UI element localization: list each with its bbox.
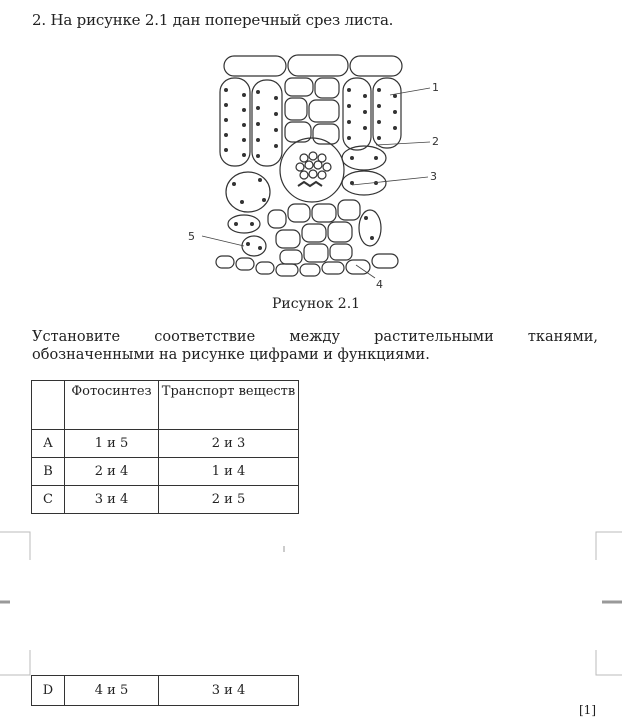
row-letter: A (32, 430, 65, 458)
instruction-text: Установите соответствие между растительными тканями, обозначенными на рисунке цифрами и функциями. (32, 329, 598, 363)
upper-epidermis-cell (288, 55, 348, 76)
header-cell-empty (32, 381, 65, 430)
row-letter: B (32, 458, 65, 486)
figure-label-4: 4 (376, 278, 383, 291)
row-photosynthesis: 1 и 5 (65, 430, 159, 458)
palisade-cell (343, 78, 371, 150)
figure-label-5: 5 (188, 230, 195, 243)
answer-table-continued (31, 675, 299, 706)
upper-epidermis-cell (350, 56, 402, 76)
spongy-cell (342, 146, 386, 170)
parenchyma-cell (285, 122, 311, 142)
spongy-cell (226, 172, 270, 212)
figure-label-3: 3 (430, 170, 437, 183)
question-text: 2. На рисунке 2.1 дан поперечный срез листа. (32, 11, 394, 29)
answer-table (31, 380, 299, 514)
row-letter: D (32, 676, 65, 706)
header-cell-transport: Транспорт веществ (159, 381, 299, 430)
spongy-cell (242, 236, 266, 256)
parenchyma-cell (285, 98, 307, 120)
row-transport: 2 и 3 (159, 430, 299, 458)
row-photosynthesis: 3 и 4 (65, 486, 159, 514)
spongy-cell (342, 171, 386, 195)
table-row[interactable] (32, 430, 299, 458)
spongy-cell (359, 210, 381, 246)
upper-epidermis-cell (224, 56, 286, 76)
table-row[interactable] (32, 676, 299, 706)
page-marker: [1] (579, 703, 596, 717)
parenchyma-cell (315, 78, 339, 98)
table-row[interactable] (32, 486, 299, 514)
table-row[interactable] (32, 458, 299, 486)
page-break (0, 530, 622, 680)
figure-label-2: 2 (432, 135, 439, 148)
leaf-cross-section-figure (180, 50, 470, 295)
row-transport: 1 и 4 (159, 458, 299, 486)
header-cell-photosynthesis: Фотосинтез (65, 381, 159, 430)
figure-label-1: 1 (432, 81, 439, 94)
table-header-row (32, 381, 299, 430)
row-photosynthesis: 2 и 4 (65, 458, 159, 486)
row-letter: C (32, 486, 65, 514)
row-transport: 3 и 4 (159, 676, 299, 706)
spongy-cell (228, 215, 260, 233)
parenchyma-cell (309, 100, 339, 122)
parenchyma-cell (285, 78, 313, 96)
row-photosynthesis: 4 и 5 (65, 676, 159, 706)
figure-caption: Рисунок 2.1 (272, 296, 361, 312)
row-transport: 2 и 5 (159, 486, 299, 514)
